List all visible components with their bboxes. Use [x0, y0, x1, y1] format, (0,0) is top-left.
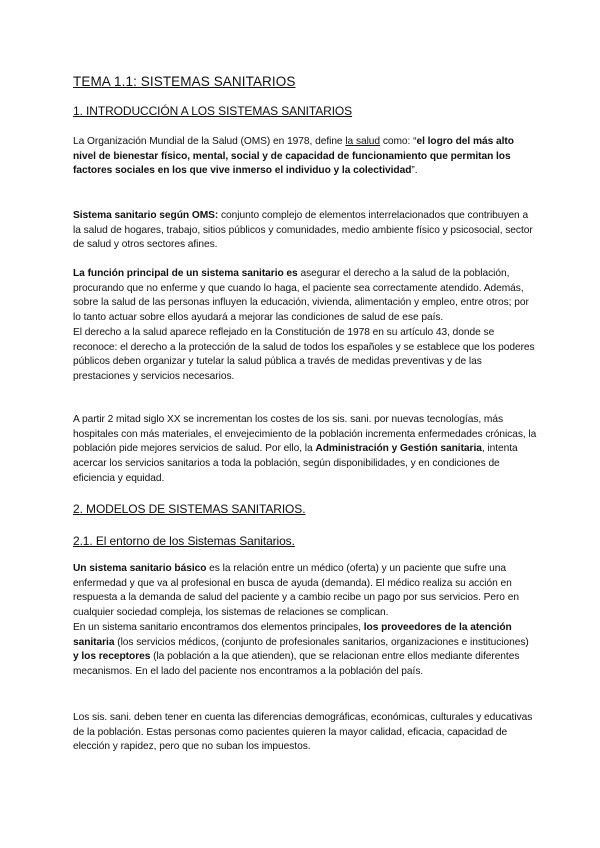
section-2-heading: 2. MODELOS DE SISTEMAS SANITARIOS. — [73, 502, 306, 516]
paragraph-sistema-sanitario — [73, 209, 537, 253]
definition-quote: el logro del más alto nivel de bienestar físico, mental, social y de capacidad de funcionamiento que permitan los factores sociales en los que vive inmerso el individuo y la colectividad — [73, 136, 514, 177]
text-span: como: “ — [380, 136, 417, 147]
text-span: La Organización Mundial de la Salud (OMS) en 1978, define — [73, 136, 346, 147]
paragraph-oms-definition — [73, 135, 537, 179]
text-span: es la relación entre un médico (oferta) y un paciente que sufre una enfermedad y que va al profesional en busca de ayuda (demanda). El médico realiza su acción en respuesta a la demanda de salud del paciente y a cambio recibe un pago por sus servicios. Pero en cualquier sociedad compleja, los sistemas de relaciones se complican. — [73, 563, 519, 619]
text-span: conjunto complejo de elementos interrelacionados que contribuyen a la salud de hogares, trabajo, sitios públicos y comunidades, medio ambiente físico y psicosocial, sector de salud y otros sectores afines. — [73, 210, 533, 251]
bold-term: los proveedores de la atención sanitaria — [73, 621, 512, 648]
text-span: En un sistema sanitario encontramos dos elementos principales, — [73, 621, 364, 633]
text-span: (la población a la que atienden), que se relacionan entre ellos mediante diferentes mecanismos. En el lado del paciente nos encontramos a la población del país. — [73, 651, 520, 677]
section-2-1-heading: 2.1. El entorno de los Sistemas Sanitarios. — [73, 534, 295, 548]
bold-term: Sistema sanitario según OMS: — [73, 210, 219, 221]
paragraph-diferencias: Los sis. sani. deben tener en cuenta las diferencias demográficas, económicas, culturales y educativas de la población. Estas personas como pacientes quieren la mayor calidad, eficacia, capacidad de elección y rapidez, pero que no suban los impuestos. — [73, 712, 533, 753]
bold-term: Un sistema sanitario básico — [73, 563, 207, 574]
text-span: A partir 2 mitad siglo XX se incrementan los costes de los sis. sani. por nuevas tecnologías, más hospitales con más materiales, el envejecimiento de la población incrementa enfermedades crónicas, la población pide mejores servicios de salud. Por ello, la — [73, 414, 537, 455]
text-span: , intenta acercar los servicios sanitarios a toda la población, según disponibilidades, y en condiciones de eficiencia y equidad. — [73, 443, 518, 484]
paragraph-sistema-basico — [73, 562, 537, 680]
bold-term: Administración y Gestión sanitaria — [315, 443, 482, 455]
text-span: ”. — [411, 165, 418, 177]
underlined-term: la salud — [345, 136, 381, 147]
text-span: asegurar el derecho a la salud de la población, procurando que no enferme y que cuando lo haga, el paciente sea correctamente atendido. Además, sobre la salud de las personas influyen la educación, vivienda, alimentación y empleo, entre otros; por lo tanto actuar sobre ellos ayudará a mejorar las condiciones de salud de ese país. — [73, 268, 529, 324]
paragraph-funcion-principal — [73, 267, 537, 385]
paragraph-costes — [73, 413, 537, 487]
document-title: TEMA 1.1: SISTEMAS SANITARIOS — [73, 74, 296, 89]
text-span: (los servicios médicos, (conjunto de profesionales sanitarios, organizaciones e instituciones) — [114, 636, 529, 648]
text-span: El derecho a la salud aparece reflejado en la Constitución de 1978 en su artículo 43, donde se reconoce: el derecho a la protección de la salud de todos los españoles y se establece que los poderes públicos deben organizar y tutelar la salud pública a través de medidas preventivas y de las prestaciones y servicios necesarios. — [73, 326, 535, 382]
section-1-heading: 1. INTRODUCCIÓN A LOS SISTEMAS SANITARIOS — [73, 104, 353, 118]
bold-term: y los receptores — [73, 651, 151, 663]
bold-term: La función principal de un sistema sanitario es — [73, 268, 298, 279]
